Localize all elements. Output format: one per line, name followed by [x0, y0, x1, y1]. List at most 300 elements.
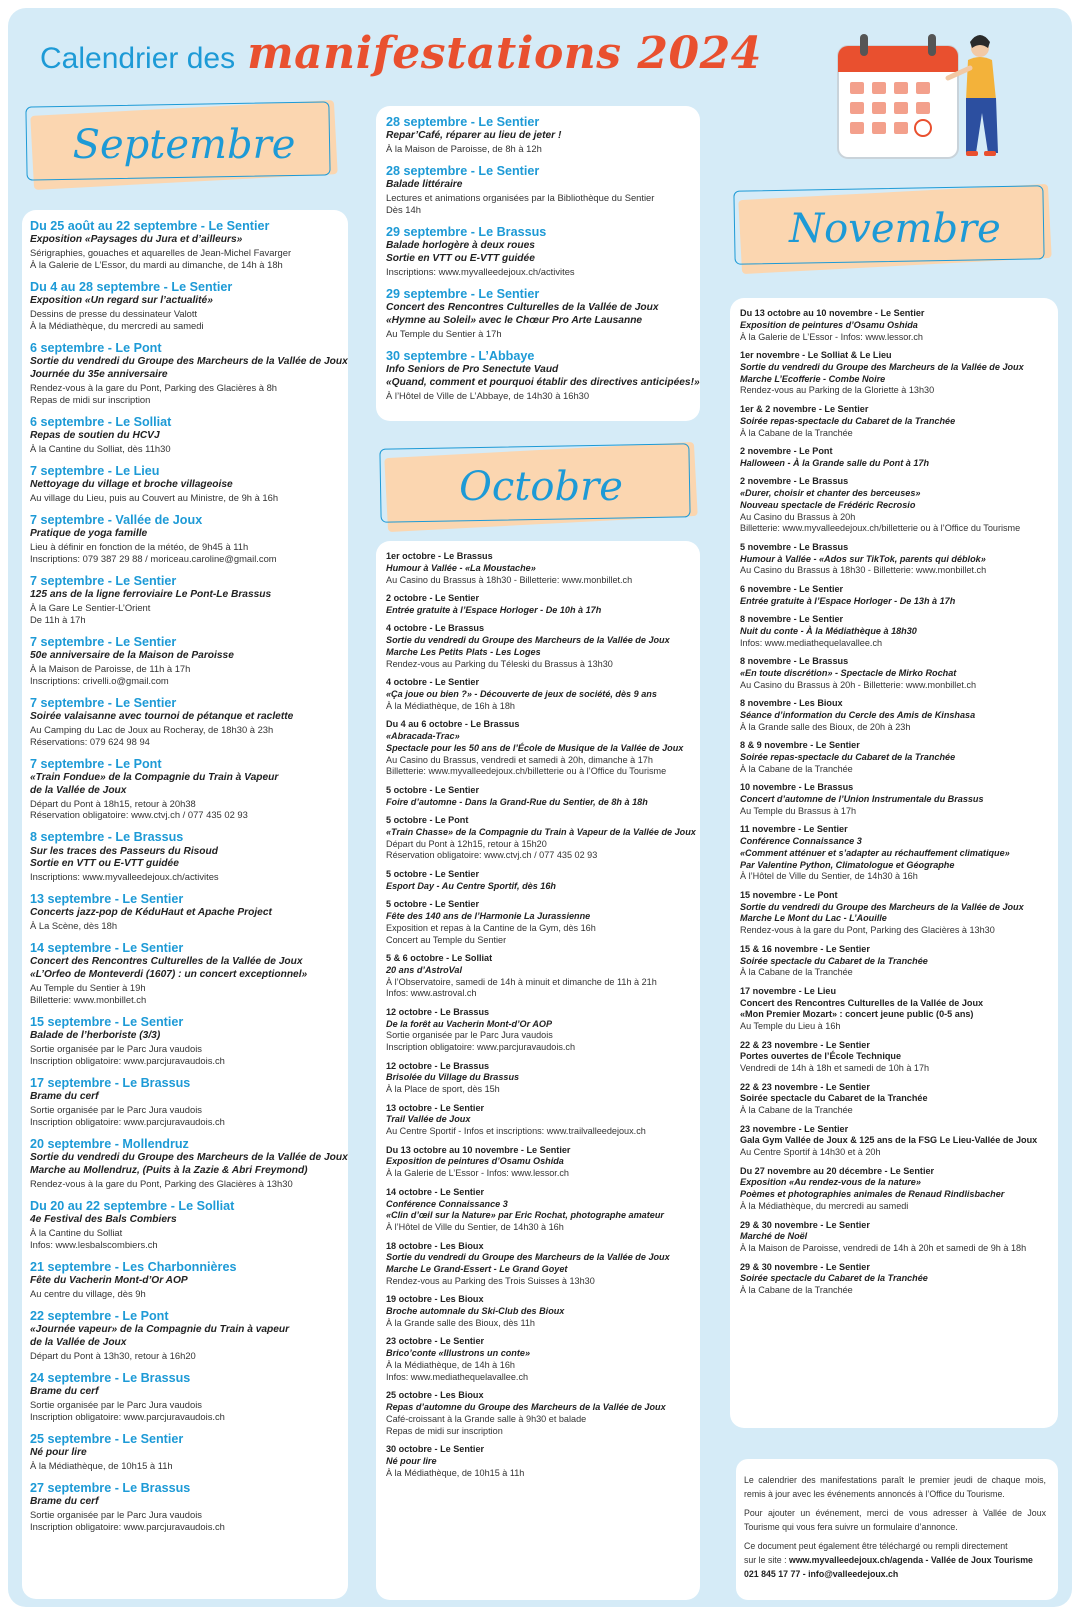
- event-title: Sortie du vendredi du Groupe des Marcheurs de la Vallée de Joux: [740, 901, 1024, 912]
- event-item: [386, 719, 696, 778]
- event-detail: Au Casino du Brassus, vendredi et samedi à 20h, dimanche à 17h: [386, 754, 653, 765]
- event-item: [386, 224, 694, 278]
- event-title: «Durer, choisir et chanter des berceuses»: [740, 487, 921, 498]
- title-prefix: Calendrier des: [40, 42, 236, 75]
- event-detail: Infos: www.astroval.ch: [386, 988, 477, 999]
- event-item: [740, 308, 1054, 343]
- event-title: Repar’Café, réparer au lieu de jeter !: [386, 130, 562, 142]
- event-item: [740, 1124, 1054, 1159]
- event-date-location: 5 & 6 octobre - Le Solliat: [386, 952, 493, 963]
- event-detail: Au Temple du Lieu à 16h: [740, 1021, 841, 1032]
- event-title: «L’Orfeo de Monteverdi (1607) : un concert exceptionnel»: [30, 969, 308, 981]
- event-item: [386, 623, 696, 670]
- event-detail: Départ du Pont à 13h30, retour à 16h20: [30, 1350, 196, 1362]
- event-date-location: 1er novembre - Le Solliat & Le Lieu: [740, 350, 892, 361]
- event-detail: À la Cabane de la Tranchée: [740, 1285, 853, 1296]
- event-item: [740, 890, 1054, 937]
- event-item: [30, 1308, 342, 1362]
- event-date-location: 4 octobre - Le Sentier: [386, 677, 479, 688]
- event-title: Brisolée du Village du Brassus: [386, 1072, 520, 1083]
- event-title: De la forêt au Vacherin Mont-d’Or AOP: [386, 1018, 553, 1029]
- event-title: Exposition de peintures d’Osamu Oshida: [386, 1156, 564, 1167]
- event-date-location: 2 novembre - Le Pont: [740, 445, 833, 456]
- footer-info-card: [736, 1459, 1058, 1600]
- octobre-events-card: [376, 541, 700, 1600]
- event-date-location: 13 octobre - Le Sentier: [386, 1102, 485, 1113]
- event-item: [30, 218, 342, 271]
- banner-septembre: [32, 108, 336, 182]
- event-title: «Mon Premier Mozart» : concert jeune public (0-5 ans): [740, 1009, 974, 1020]
- event-detail: Repas de midi sur inscription: [30, 393, 151, 405]
- event-title: «Abracada-Trac»: [386, 730, 460, 741]
- event-detail: Départ du Pont à 18h15, retour à 20h38: [30, 797, 196, 809]
- event-item: [386, 1241, 696, 1288]
- event-title: de la Vallée de Joux: [30, 1337, 127, 1349]
- event-item: [740, 1166, 1054, 1213]
- event-detail: Inscriptions: www.myvalleedejoux.ch/activites: [30, 871, 219, 883]
- event-title: Repas d’automne du Groupe des Marcheurs de la Vallée de Joux: [386, 1402, 666, 1413]
- event-detail: À la Maison de Paroisse, de 11h à 17h: [30, 662, 191, 674]
- event-detail: Sortie organisée par le Parc Jura vaudois: [386, 1030, 553, 1041]
- event-date-location: 28 septembre - Le Sentier: [386, 115, 540, 129]
- event-date-location: Du 4 au 6 octobre - Le Brassus: [386, 719, 520, 730]
- event-title: Né pour lire: [386, 1455, 437, 1466]
- event-detail: Au Casino du Brassus à 18h30 - Billetterie: www.monbillet.ch: [740, 565, 987, 576]
- event-detail: Au Temple du Brassus à 17h: [740, 805, 857, 816]
- calendar-woman-illustration: [830, 18, 1015, 168]
- event-date-location: 7 septembre - Le Lieu: [30, 463, 160, 478]
- event-item: [386, 286, 694, 340]
- footer-text-2: Pour ajouter un événement, merci de vous adresser à Vallée de Joux Tourisme qui vous fera suivre un formulaire d’annonce.: [744, 1508, 1046, 1533]
- event-detail: À la Cantine du Solliat: [30, 1227, 123, 1239]
- event-date-location: 30 septembre - L’Abbaye: [386, 348, 535, 363]
- event-detail: Rendez-vous au Parking des Trois Suisses à 13h30: [386, 1275, 595, 1286]
- event-date-location: 6 septembre - Le Pont: [30, 340, 162, 355]
- event-item: [740, 404, 1054, 439]
- event-item: [30, 634, 342, 687]
- septembre-suite-events-card: [376, 106, 700, 421]
- event-item: [386, 953, 696, 1000]
- event-detail: À la Médiathèque, de 14h à 16h: [386, 1360, 515, 1371]
- event-title: Marche Le Mont du Lac - L’Aouille: [740, 913, 887, 924]
- event-item: [740, 656, 1054, 691]
- event-date-location: 23 novembre - Le Sentier: [740, 1123, 849, 1134]
- event-date-location: 27 septembre - Le Brassus: [30, 1480, 191, 1495]
- event-title: Sortie en VTT ou E-VTT guidée: [386, 253, 535, 264]
- event-item: [740, 542, 1054, 577]
- event-detail: Infos: www.mediathequelavallee.ch: [740, 637, 883, 648]
- event-detail: Inscription obligatoire: www.parcjuravaudois.ch: [30, 1520, 225, 1532]
- event-detail: Au village du Lieu, puis au Couvert au Ministre, de 9h à 16h: [30, 491, 279, 503]
- event-detail: Inscriptions: www.myvalleedejoux.ch/activites: [386, 265, 575, 277]
- event-detail: Billetterie: www.monbillet.ch: [30, 994, 147, 1006]
- event-item: [30, 573, 342, 626]
- footer-text-3: [744, 1539, 1046, 1581]
- event-item: [740, 1262, 1054, 1297]
- event-detail: À la Maison de Paroisse, de 8h à 12h: [386, 143, 542, 155]
- event-detail: À la Cantine du Solliat, dès 11h30: [30, 442, 171, 454]
- event-detail: À l’Hôtel de Ville du Sentier, de 14h30 à 16h: [386, 1222, 564, 1233]
- event-date-location: 5 octobre - Le Sentier: [386, 784, 479, 795]
- event-title: Concert des Rencontres Culturelles de la Vallée de Joux: [386, 302, 659, 313]
- event-item: [386, 593, 696, 617]
- event-date-location: Du 13 octobre au 10 novembre - Le Sentier: [386, 1144, 571, 1155]
- event-title: Sortie du vendredi du Groupe des Marcheurs de la Vallée de Joux: [740, 361, 1024, 372]
- event-detail: De 11h à 17h: [30, 613, 86, 625]
- event-date-location: 17 novembre - Le Lieu: [740, 985, 837, 996]
- event-title: «Quand, comment et pourquoi établir des directives anticipées!»: [386, 376, 700, 388]
- event-detail: À la Grande salle des Bioux, dès 11h: [386, 1318, 535, 1328]
- event-title: Conférence Connaissance 3: [740, 836, 862, 846]
- event-title: Concert des Rencontres Culturelles de la Vallée de Joux: [30, 956, 303, 968]
- event-item: [30, 463, 342, 504]
- event-detail: À la Cabane de la Tranchée: [740, 1105, 853, 1116]
- event-title: «Clin d’œil sur la Nature» par Eric Rochat, photographe amateur: [386, 1210, 664, 1221]
- event-date-location: 5 octobre - Le Sentier: [386, 899, 479, 910]
- event-item: [386, 869, 696, 893]
- page-title: [40, 28, 762, 88]
- event-date-location: 5 novembre - Le Brassus: [740, 541, 849, 552]
- event-title: Balade horlogère à deux roues: [386, 240, 535, 252]
- event-date-location: 25 octobre - Les Bioux: [386, 1390, 484, 1401]
- event-item: [740, 986, 1054, 1033]
- event-title: Soirée spectacle du Cabaret de la Tranchée: [740, 1273, 928, 1284]
- event-date-location: 8 septembre - Le Brassus: [30, 830, 184, 845]
- event-detail: À la Cabane de la Tranchée: [740, 763, 853, 774]
- event-date-location: 17 septembre - Le Brassus: [30, 1076, 191, 1091]
- event-title: Sortie du vendredi du Groupe des Marcheurs de la Vallée de Joux: [386, 635, 670, 646]
- event-title: Sur les traces des Passeurs du Risoud: [30, 845, 218, 857]
- event-detail: À la Grande salle des Bioux, de 20h à 23h: [740, 721, 911, 732]
- event-detail: Au Casino du Brassus à 18h30 - Billetterie: www.monbillet.ch: [386, 574, 633, 585]
- event-title: Esport Day - Au Centre Sportif, dès 16h: [386, 880, 556, 891]
- event-title: «Comment atténuer et s’adapter au réchauffement climatique»: [740, 847, 1010, 858]
- event-date-location: 25 septembre - Le Sentier: [30, 1431, 184, 1446]
- event-title: Soirée spectacle du Cabaret de la Tranchée: [740, 955, 928, 966]
- event-title: Exposition «Un regard sur l’actualité»: [30, 295, 213, 307]
- event-date-location: 19 octobre - Les Bioux: [386, 1294, 484, 1305]
- event-title: «Hymne au Soleil» avec le Chœur Pro Arte Lausanne: [386, 314, 643, 326]
- event-item: [740, 446, 1054, 470]
- event-detail: Au Casino du Brassus à 20h: [740, 511, 856, 522]
- event-title: Sortie du vendredi du Groupe des Marcheurs de la Vallée de Joux: [30, 355, 348, 367]
- event-detail: Rendez-vous à la gare du Pont, Parking des Glacières à 13h30: [740, 925, 995, 936]
- event-title: Soirée spectacle du Cabaret de la Tranchée: [740, 1093, 928, 1104]
- event-date-location: 22 & 23 novembre - Le Sentier: [740, 1039, 870, 1050]
- event-title: Marche Le Grand-Essert - Le Grand Goyet: [386, 1264, 568, 1275]
- event-detail: À l’Observatoire, samedi de 14h à minuit et dimanche de 11h à 21h: [386, 976, 657, 987]
- event-item: [30, 1480, 342, 1533]
- event-date-location: 6 novembre - Le Sentier: [740, 583, 844, 594]
- event-item: [740, 944, 1054, 979]
- event-date-location: 30 octobre - Le Sentier: [386, 1444, 485, 1455]
- event-detail: À la Médiathèque, du mercredi au samedi: [740, 1201, 909, 1212]
- event-title: Exposition «Au rendez-vous de la nature»: [740, 1177, 921, 1188]
- event-item: [30, 1431, 342, 1472]
- event-title: Portes ouvertes de l’École Technique: [740, 1051, 902, 1062]
- event-detail: Sortie organisée par le Parc Jura vaudois: [30, 1399, 202, 1411]
- event-title: Brame du cerf: [30, 1386, 99, 1398]
- event-detail: Réservation obligatoire: www.ctvj.ch / 077 435 02 93: [30, 809, 248, 821]
- month-title-novembre: Novembre: [789, 206, 1001, 252]
- event-detail: Au Centre Sportif à 14h30 et à 20h: [740, 1147, 881, 1158]
- month-title-octobre: Octobre: [459, 464, 623, 510]
- event-title: «Ça joue ou bien ?» - Découverte de jeux de société, dès 9 ans: [386, 688, 657, 699]
- event-item: [30, 1198, 342, 1251]
- event-title: Sortie du vendredi du Groupe des Marcheurs de la Vallée de Joux: [386, 1252, 670, 1263]
- event-title: 50e anniversaire de la Maison de Paroisse: [30, 649, 234, 661]
- event-detail: À la Place de sport, dès 15h: [386, 1084, 500, 1095]
- event-title: Info Seniors de Pro Senectute Vaud: [386, 363, 559, 375]
- event-detail: À la Médiathèque, du mercredi au samedi: [30, 319, 204, 331]
- event-title: 20 ans d’AstroVal: [386, 964, 462, 975]
- event-date-location: 2 octobre - Le Sentier: [386, 593, 479, 604]
- event-title: Nouveau spectacle de Frédéric Recrosio: [740, 499, 916, 510]
- event-detail: À la Cabane de la Tranchée: [740, 427, 853, 438]
- event-detail: Réservations: 079 624 98 94: [30, 735, 150, 747]
- event-item: [740, 584, 1054, 608]
- event-detail: À la Médiathèque, de 10h15 à 11h: [386, 1467, 525, 1478]
- event-item: [30, 279, 342, 332]
- event-date-location: 7 septembre - Vallée de Joux: [30, 512, 203, 527]
- event-date-location: 21 septembre - Les Charbonnières: [30, 1260, 237, 1275]
- event-title: Concert d’automne de l’Union Instrumentale du Brassus: [740, 793, 984, 804]
- event-item: [386, 1103, 696, 1138]
- event-item: [386, 677, 696, 712]
- event-title: Par Valentine Python, Climatologue et Géographe: [740, 859, 955, 870]
- event-detail: Inscription obligatoire: www.parcjuravaudois.ch: [30, 1116, 225, 1128]
- event-title: Sortie du vendredi du Groupe des Marcheurs de la Vallée de Joux: [30, 1152, 348, 1164]
- event-title: Pratique de yoga famille: [30, 527, 148, 539]
- event-date-location: 8 & 9 novembre - Le Sentier: [740, 740, 860, 751]
- event-detail: Réservation obligatoire: www.ctvj.ch / 077 435 02 93: [386, 850, 598, 861]
- event-title: Soirée repas-spectacle du Cabaret de la Tranchée: [740, 415, 956, 426]
- event-title: Séance d’information du Cercle des Amis de Kinshasa: [740, 709, 976, 720]
- event-date-location: 22 & 23 novembre - Le Sentier: [740, 1081, 870, 1092]
- event-detail: À la Gare Le Sentier-L’Orient: [30, 601, 151, 613]
- novembre-events-card: [730, 298, 1058, 1428]
- event-date-location: 8 novembre - Le Sentier: [740, 614, 844, 625]
- month-title-septembre: Septembre: [72, 122, 296, 168]
- event-item: [30, 756, 342, 822]
- event-item: [740, 350, 1054, 397]
- event-detail: Billetterie: www.myvalleedejoux.ch/billetterie ou à l’Office du Tourisme: [740, 523, 1021, 534]
- event-date-location: 29 & 30 novembre - Le Sentier: [740, 1219, 870, 1230]
- event-item: [740, 614, 1054, 649]
- event-item: [386, 551, 696, 586]
- event-date-location: 24 septembre - Le Brassus: [30, 1370, 191, 1385]
- event-detail: Lieu à définir en fonction de la météo, de 9h45 à 11h: [30, 540, 249, 552]
- event-detail: Sortie organisée par le Parc Jura vaudois: [30, 1508, 202, 1520]
- event-detail: Sérigraphies, gouaches et aquarelles de Jean-Michel Favarger: [30, 247, 292, 259]
- event-item: [30, 829, 342, 883]
- event-item: [386, 1145, 696, 1180]
- event-date-location: 15 novembre - Le Pont: [740, 889, 838, 900]
- event-detail: Au Casino du Brassus à 20h - Billetterie: www.monbillet.ch: [740, 679, 977, 690]
- event-detail: Rendez-vous à la gare du Pont, Parking des Glacières à 8h: [30, 381, 278, 393]
- event-title: Balade littéraire: [386, 179, 463, 191]
- event-title: Marché de Noël: [740, 1231, 808, 1242]
- event-detail: Inscription obligatoire: www.parcjuravaudois.ch: [30, 1055, 225, 1067]
- event-detail: Au centre du village, dès 9h: [30, 1288, 146, 1300]
- event-date-location: 13 septembre - Le Sentier: [30, 892, 184, 907]
- event-date-location: Du 27 novembre au 20 décembre - Le Sentier: [740, 1165, 935, 1176]
- event-date-location: 10 novembre - Le Brassus: [740, 782, 854, 793]
- event-item: [386, 1390, 696, 1437]
- event-title: Exposition «Paysages du Jura et d’ailleurs»: [30, 234, 243, 246]
- event-detail: Inscription obligatoire: www.parcjuravaudois.ch: [30, 1410, 225, 1422]
- event-detail: À la Médiathèque, de 16h à 18h: [386, 700, 515, 711]
- event-detail: Rendez-vous au Parking de la Gloriette à 13h30: [740, 385, 935, 396]
- event-item: [740, 740, 1054, 775]
- event-item: [30, 695, 342, 748]
- event-title: Nuit du conte - À la Médiathèque à 18h30: [740, 625, 917, 636]
- event-date-location: 29 septembre - Le Sentier: [386, 286, 540, 301]
- footer-contact: 021 845 17 77 - info@valleedejoux.ch: [744, 1569, 899, 1580]
- event-title: Humour à Vallée - «La Moustache»: [386, 562, 536, 573]
- event-item: [30, 940, 342, 1006]
- event-detail: Inscriptions: 079 387 29 88 / moriceau.caroline@gmail.com: [30, 552, 277, 564]
- event-item: [740, 824, 1054, 883]
- event-detail: À la Médiathèque, de 10h15 à 11h: [30, 1459, 173, 1471]
- event-item: [386, 1444, 696, 1479]
- event-detail: Exposition et repas à la Cantine de la Gym, dès 16h: [386, 922, 596, 933]
- event-date-location: 29 & 30 novembre - Le Sentier: [740, 1261, 870, 1272]
- event-title: Repas de soutien du HCVJ: [30, 429, 160, 441]
- event-date-location: 6 septembre - Le Solliat: [30, 414, 172, 429]
- event-item: [386, 114, 694, 155]
- event-item: [740, 698, 1054, 733]
- septembre-events-card: [22, 210, 348, 1599]
- event-detail: Rendez-vous au Parking du Téleski du Brassus à 13h30: [386, 658, 613, 669]
- event-detail: Au Centre Sportif - Infos et inscriptions: www.trailvalleedejoux.ch: [386, 1126, 646, 1137]
- event-detail: À l’Hôtel de Ville du Sentier, de 14h30 à 16h: [740, 871, 918, 882]
- event-item: [30, 1014, 342, 1067]
- event-detail: À la Maison de Paroisse, vendredi de 14h à 20h et samedi de 9h à 18h: [740, 1243, 1027, 1254]
- event-date-location: 1er & 2 novembre - Le Sentier: [740, 403, 869, 414]
- event-title: Halloween - À la Grande salle du Pont à 17h: [740, 457, 929, 468]
- event-title: «Train Fondue» de la Compagnie du Train à Vapeur: [30, 771, 279, 783]
- event-detail: Sortie organisée par le Parc Jura vaudois: [30, 1043, 202, 1055]
- event-detail: À l’Hôtel de Ville de L’Abbaye, de 14h30 à 16h30: [386, 389, 590, 401]
- event-date-location: 15 septembre - Le Sentier: [30, 1015, 184, 1030]
- event-detail: À la Cabane de la Tranchée: [740, 967, 853, 978]
- event-detail: Départ du Pont à 12h15, retour à 15h20: [386, 838, 547, 849]
- event-date-location: 11 novembre - Le Sentier: [740, 824, 848, 835]
- event-title: «En toute discrétion» - Spectacle de Mirko Rochat: [740, 667, 957, 678]
- event-item: [386, 1061, 696, 1096]
- event-detail: Au Camping du Lac de Joux au Rocheray, de 18h30 à 23h: [30, 723, 274, 735]
- event-title: «Train Chasse» de la Compagnie du Train à Vapeur de la Vallée de Joux: [386, 826, 696, 837]
- event-title: Marche au Mollendruz, (Puits à la Zazie & Abri Freymond): [30, 1165, 308, 1177]
- event-title: Brame du cerf: [30, 1091, 99, 1103]
- event-detail: À la Galerie de L’Essor - Infos: www.lessor.ch: [740, 331, 923, 342]
- event-title: Soirée valaisanne avec tournoi de pétanque et raclette: [30, 710, 294, 722]
- event-title: de la Vallée de Joux: [30, 784, 127, 796]
- event-title: Marche L’Ecofferie - Combe Noire: [740, 373, 886, 384]
- event-date-location: 7 septembre - Le Sentier: [30, 634, 177, 649]
- event-title: Concerts jazz-pop de KéduHaut et Apache Project: [30, 907, 272, 919]
- event-detail: Inscriptions: crivelli.o@gmail.com: [30, 674, 169, 686]
- event-date-location: Du 4 au 28 septembre - Le Sentier: [30, 279, 233, 294]
- event-title: Balade de l’herboriste (3/3): [30, 1030, 161, 1042]
- event-item: [30, 1259, 342, 1300]
- event-title: Entrée gratuite à l’Espace Horloger - De 13h à 17h: [740, 595, 956, 606]
- event-detail: Billetterie: www.myvalleedejoux.ch/billetterie ou à l’Office du Tourisme: [386, 766, 667, 777]
- event-title: Brico’conte «Illustrons un conte»: [386, 1348, 531, 1359]
- event-detail: Au Temple du Sentier à 19h: [30, 982, 146, 994]
- event-detail: Repas de midi sur inscription: [386, 1425, 503, 1436]
- event-date-location: 14 septembre - Le Sentier: [30, 941, 184, 956]
- event-item: [30, 512, 342, 565]
- event-date-location: 23 octobre - Le Sentier: [386, 1336, 485, 1347]
- event-title: Concert des Rencontres Culturelles de la Vallée de Joux: [740, 997, 984, 1008]
- event-title: Poèmes et photographies animales de Renaud Rindlisbacher: [740, 1189, 1005, 1200]
- footer-text-1: Le calendrier des manifestations paraît le premier jeudi de chaque mois, remis à jour avec les événements annoncés à l’Office du Tourisme.: [744, 1475, 1046, 1500]
- event-title: Nettoyage du village et broche villageoise: [30, 478, 233, 490]
- event-title: Soirée repas-spectacle du Cabaret de la Tranchée: [740, 751, 956, 762]
- event-detail: À La Scène, dès 18h: [30, 920, 118, 932]
- event-detail: Vendredi de 14h à 18h et samedi de 10h à 17h: [740, 1063, 930, 1074]
- event-date-location: 5 octobre - Le Sentier: [386, 868, 479, 879]
- event-item: [386, 899, 696, 946]
- banner-octobre: [386, 450, 696, 524]
- event-title: Spectacle pour les 50 ans de l’École de Musique de la Vallée de Joux: [386, 742, 684, 753]
- event-item: [386, 1007, 696, 1054]
- event-date-location: 12 octobre - Le Brassus: [386, 1006, 490, 1017]
- event-title: Fête des 140 ans de l’Harmonie La Jurassienne: [386, 910, 591, 921]
- event-date-location: 22 septembre - Le Pont: [30, 1309, 169, 1324]
- event-date-location: 4 octobre - Le Brassus: [386, 623, 485, 634]
- event-detail: Dessins de presse du dessinateur Valott: [30, 308, 198, 319]
- event-date-location: 18 octobre - Les Bioux: [386, 1240, 484, 1251]
- event-detail: Rendez-vous à la gare du Pont, Parking des Glacières à 13h30: [30, 1178, 293, 1190]
- event-title: Trail Vallée de Joux: [386, 1114, 471, 1125]
- event-date-location: 8 novembre - Le Brassus: [740, 656, 849, 667]
- event-detail: Au Temple du Sentier à 17h: [386, 327, 502, 339]
- event-date-location: 7 septembre - Le Sentier: [30, 573, 177, 588]
- footer-agenda-link[interactable]: www.myvalleedejoux.ch/agenda - Vallée de Joux Tourisme: [788, 1555, 1033, 1566]
- event-title: Broche automnale du Ski-Club des Bioux: [386, 1306, 565, 1317]
- event-detail: Sortie organisée par le Parc Jura vaudois: [30, 1104, 202, 1116]
- event-title: Conférence Connaissance 3: [386, 1198, 508, 1209]
- event-item: [740, 782, 1054, 817]
- event-item: [740, 1220, 1054, 1255]
- event-item: [30, 340, 348, 406]
- event-item: [386, 785, 696, 809]
- event-item: [30, 891, 342, 932]
- event-item: [30, 1370, 342, 1423]
- event-item: [386, 348, 700, 402]
- event-title: Fête du Vacherin Mont-d’Or AOP: [30, 1275, 188, 1287]
- event-item: [740, 1082, 1054, 1117]
- event-title: Journée du 35e anniversaire: [30, 368, 168, 380]
- event-detail: Infos: www.lesbalscombiers.ch: [30, 1239, 158, 1251]
- event-date-location: 5 octobre - Le Pont: [386, 815, 469, 825]
- event-detail: À la Galerie de L’Essor - Infos: www.lessor.ch: [386, 1168, 569, 1179]
- event-item: [740, 476, 1054, 535]
- event-date-location: 29 septembre - Le Brassus: [386, 224, 547, 239]
- event-title: Brame du cerf: [30, 1496, 99, 1508]
- event-date-location: Du 13 octobre au 10 novembre - Le Sentier: [740, 308, 925, 318]
- event-title: Exposition de peintures d’Osamu Oshida: [740, 319, 918, 330]
- event-date-location: 7 septembre - Le Sentier: [30, 695, 177, 710]
- event-date-location: 14 octobre - Le Sentier: [386, 1186, 485, 1197]
- event-date-location: 15 & 16 novembre - Le Sentier: [740, 943, 870, 954]
- event-title: 125 ans de la ligne ferroviaire Le Pont-Le Brassus: [30, 588, 272, 600]
- event-title: Marche Les Petits Plats - Les Loges: [386, 646, 541, 657]
- event-item: [386, 1294, 696, 1329]
